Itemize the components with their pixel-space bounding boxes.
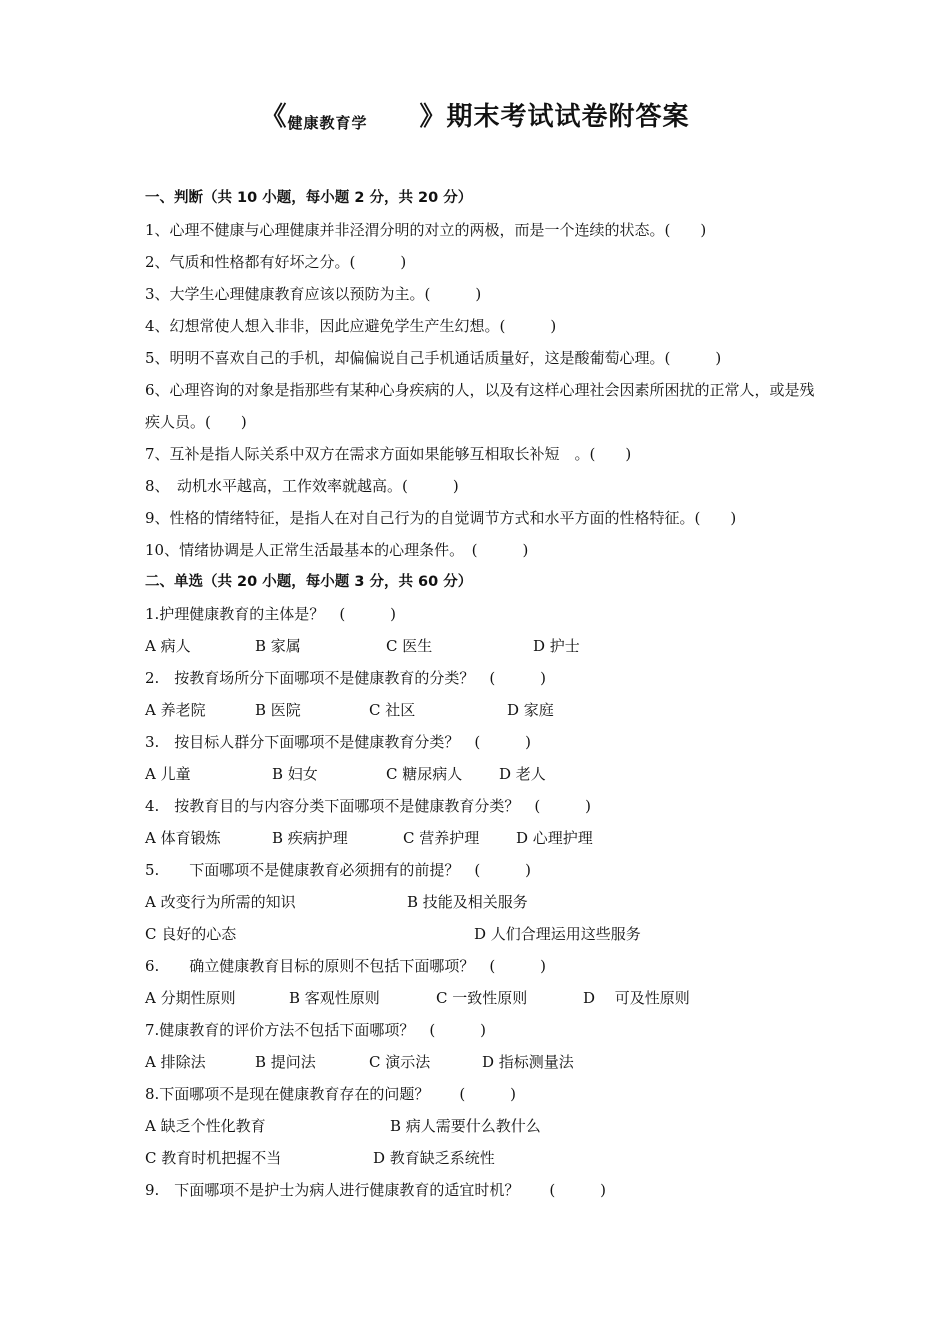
judgement-item: 5、明明不喜欢自己的手机，却偏偏说自己手机通话质量好，这是酸葡萄心理。( ) — [145, 349, 722, 367]
question-text: 4. 按教育目的与内容分类下面哪项不是健康教育分类？ ( ) — [145, 797, 592, 815]
title-open: 《 — [260, 102, 288, 132]
judgement-item: 1、心理不健康与心理健康并非泾渭分明的对立的两极，而是一个连续的状态。( ) — [145, 221, 707, 239]
question-text: 8.下面哪项不是现在健康教育存在的问题？ ( ) — [145, 1085, 517, 1103]
question-text: 9. 下面哪项不是护士为病人进行健康教育的适宜时机？ ( ) — [145, 1181, 607, 1199]
option: B 妇女 — [272, 765, 318, 783]
question-options — [145, 758, 825, 790]
option: D 可及性原则 — [583, 989, 690, 1007]
option: D 教育缺乏系统性 — [373, 1149, 495, 1167]
option: D 人们合理运用这些服务 — [474, 925, 641, 943]
option: A 分期性原则 — [145, 989, 236, 1007]
option: A 排除法 — [145, 1053, 206, 1071]
option: C 营养护理 — [403, 829, 480, 847]
option: B 医院 — [255, 701, 301, 719]
judgement-item: 10、情绪协调是人正常生活最基本的心理条件。 ( ) — [145, 541, 529, 559]
judgement-item: 8、 动机水平越高，工作效率就越高。( ) — [145, 477, 459, 495]
page-title — [0, 96, 950, 133]
question-options — [145, 630, 825, 662]
question-text: 5. 下面哪项不是健康教育必须拥有的前提？ ( ) — [145, 861, 532, 879]
option: C 教育时机把握不当 — [145, 1149, 282, 1167]
question-options — [145, 1046, 825, 1078]
option: A 病人 — [145, 637, 191, 655]
option: A 改变行为所需的知识 — [145, 893, 296, 911]
option: C 一致性原则 — [436, 989, 528, 1007]
exam-body — [145, 182, 825, 1206]
question-options — [145, 822, 825, 854]
option: D 老人 — [499, 765, 546, 783]
judgement-item: 4、幻想常使人想入非非，因此应避免学生产生幻想。( ) — [145, 317, 557, 335]
question-text: 2. 按教育场所分下面哪项不是健康教育的分类？ ( ) — [145, 669, 547, 687]
question-options — [145, 694, 825, 726]
option: B 技能及相关服务 — [407, 893, 528, 911]
question-text: 6. 确立健康教育目标的原则不包括下面哪项？ ( ) — [145, 957, 547, 975]
option: B 家属 — [255, 637, 301, 655]
option: C 良好的心态 — [145, 925, 237, 943]
option: D 护士 — [533, 637, 580, 655]
option: B 病人需要什么教什么 — [390, 1117, 541, 1135]
option: A 缺乏个性化教育 — [145, 1117, 266, 1135]
question-options — [145, 886, 825, 918]
option: A 儿童 — [145, 765, 191, 783]
option: D 心理护理 — [516, 829, 593, 847]
title-close: 》期末考试试卷附答案 — [419, 102, 690, 132]
question-text: 7.健康教育的评价方法不包括下面哪项？ ( ) — [145, 1021, 487, 1039]
question-options — [145, 1142, 825, 1174]
question-text: 3. 按目标人群分下面哪项不是健康教育分类？ ( ) — [145, 733, 532, 751]
option: C 医生 — [386, 637, 433, 655]
option: C 社区 — [369, 701, 416, 719]
option: A 养老院 — [145, 701, 206, 719]
option: B 客观性原则 — [289, 989, 380, 1007]
judgement-item: 7、互补是指人际关系中双方在需求方面如果能够互相取长补短 。( ) — [145, 445, 632, 463]
judgement-item: 9、性格的情绪特征，是指人在对自己行为的自觉调节方式和水平方面的性格特征。( ) — [145, 509, 737, 527]
option: C 糖尿病人 — [386, 765, 463, 783]
option: D 指标测量法 — [482, 1053, 574, 1071]
section-heading-judgement: 一、判断（共 10 小题，每小题 2 分，共 20 分） — [145, 190, 473, 206]
option: D 家庭 — [507, 701, 554, 719]
judgement-item: 2、气质和性格都有好坏之分。( ) — [145, 253, 407, 271]
judgement-item: 6、心理咨询的对象是指那些有某种心身疾病的人，以及有这样心理社会因素所困扰的正常人，或是残疾人员。( ) — [145, 381, 815, 431]
question-text: 1.护理健康教育的主体是？ ( ) — [145, 605, 397, 623]
title-subject: 健康教育学 — [287, 114, 368, 132]
judgement-item: 3、大学生心理健康教育应该以预防为主。( ) — [145, 285, 482, 303]
question-options — [145, 918, 825, 950]
option: C 演示法 — [369, 1053, 431, 1071]
option: B 疾病护理 — [272, 829, 348, 847]
option: A 体育锻炼 — [145, 829, 221, 847]
option: B 提问法 — [255, 1053, 316, 1071]
question-options — [145, 1110, 825, 1142]
question-options — [145, 982, 825, 1014]
section-heading-single-choice: 二、单选（共 20 小题，每小题 3 分，共 60 分） — [145, 574, 473, 590]
